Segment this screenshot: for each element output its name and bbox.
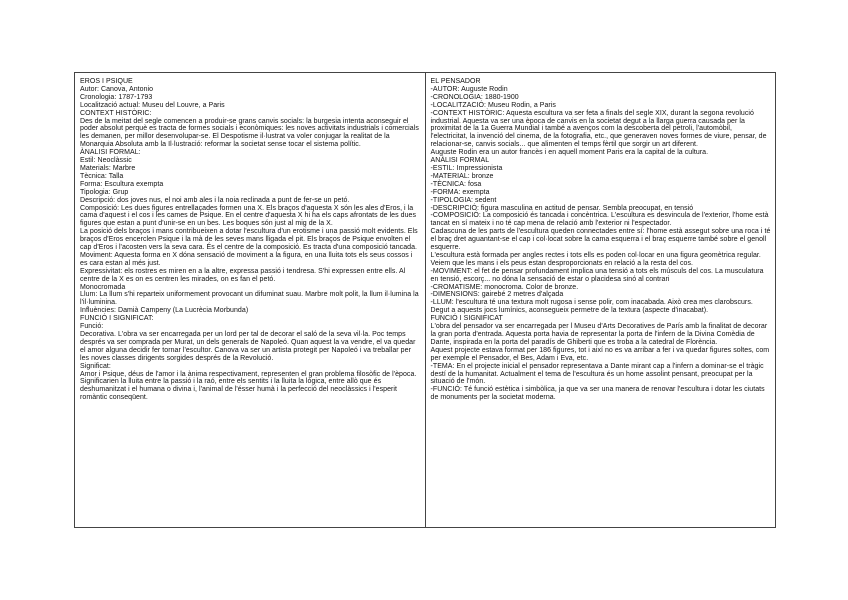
pensador-line: L'obra del pensador va ser encarregada per l Museu d'Arts Decoratives de París amb la finalitat de decorar la gran porta d'entrada. Aquesta porta havia de representar la porta de l'infern de la Divina Comèdia de Dante, inspirada en la porta del paradís de Ghiberti que es troba a la catedral de Florència. xyxy=(430,323,768,346)
eros-psique-line: Funció: xyxy=(80,323,104,331)
eros-psique-line: ÀNALISI FORMAL: xyxy=(80,149,141,157)
pensador-line: -COMPOSICIÓ: La composició és tancada i concèntrica. L'escultura es desvincula de l'exterior, l'home està tancat en sí mateix i no té cap mena de relació amb l'exterior ni l'espectador. xyxy=(430,212,769,228)
eros-psique-line: EROS I PSIQUE xyxy=(80,78,133,85)
eros-psique-line: Amor i Psique, déus de l'amor i la ànima respectivament, representen el gran problema filosòfic de l'època. Significarien la lluita entre la passió i la raó, entre els sentits i la lluita la lògica, entre allò que és deshumanitzat i el humana o divina i, l'animal de l'ésser humà i la perfecció del neoclàssics i l'esperit romàntic conseqüent. xyxy=(80,370,417,402)
pensador-line: FUNCIÓ I SIGNIFICAT xyxy=(430,315,503,323)
pensador-line: -FUNCIÓ: Té funció estètica i simbòlica, ja que va ser una manera de renovar l'escultura i dotar les ciutats de monuments per la societat moderna. xyxy=(430,386,765,402)
pensador-line: -DESCRIPCIÓ: figura masculina en actitud de pensar. Sembla preocupat, en tensió xyxy=(430,204,694,212)
eros-psique-line: La posició dels braços i mans contribueixen a dotar l'escultura d'un erotisme i una passió molt evidents. Els braços d'Eros encerclen Psique i la mà de les seves mans lligada el pit. Els braços de Psique envolten el cap d'Eros i l'acosten vers la seva cara. És el centre de la composició. Es tracta d'una composició tancada. xyxy=(80,228,418,252)
eros-psique-line: Descripció: dos joves nus, el noi amb ales i la noia reclinada a punt de fer-se un petó. xyxy=(80,196,350,204)
pensador-line: -TIPOLOGIA: sedent xyxy=(430,196,497,204)
pensador-line: -TEMA: En el projecte inicial el pensador representava a Dante mirant cap a l'infern a dominar-se el tràgic destí de la humanitat. Actualment el tema de l'escultura és un home assolint pensant, preocupat per la situació de l'món. xyxy=(430,362,764,386)
eros-psique-line: Monocromada xyxy=(80,283,126,291)
pensador-line: -DIMENSIONS: gairebé 2 metres d'alçada xyxy=(430,291,564,299)
eros-psique-line: FUNCIÓ I SIGNIFICAT: xyxy=(80,315,154,323)
pensador-line: -MOVIMENT: el fet de pensar profundament implica una tensió a tots els músculs del cos. La musculatura en tensió, escorç... no dóna la sensació de estar o placidesa sinó al contrari xyxy=(430,267,764,283)
pensador-line: L'escultura està formada per angles rectes i tots ells es poden col·locar en una figura geomètrica regular. xyxy=(430,251,761,259)
eros-psique-line: Estil: Neoclàssic xyxy=(80,157,132,165)
eros-psique-line: Materials: Marbre xyxy=(80,164,136,172)
eros-psique-line: Des de la meitat del segle comencen a produir-se grans canvis socials: la burgesia intenta aconseguir el poder absolut perquè es tracta de formes socials i econòmiques: les noves activitats industrials i comercials les demanen, per millor desenvolupar-se. El Despotisme il·lustrat va voler conjugar la realitat de la Monarquia Absoluta amb la Il·lustració: reformar la societat sense tocar el sistema polític. xyxy=(80,117,419,149)
eros-psique-line: Expressivitat: els rostres es miren en a la altre, expressa passió i tendresa. S'hi expressen entre ells. Al centre de la X es on es centren les mirades, on es fan el petó. xyxy=(80,267,406,283)
comparison-table xyxy=(74,72,776,528)
pensador-line: Veiem que les mans i els peus estan desproporcionats en relació a la resta del cos. xyxy=(430,259,694,267)
eros-psique-line: Moviment: Aquesta forma en X dóna sensació de moviment a la figura, en una lluita tots els seus cossos i es cara estan al més just. xyxy=(80,251,413,267)
eros-psique-line: Composició: Les dues figures entrellaçades formen una X. Els braços d'aquesta X són les ales d'Eros, i la cama d'aquest i el cos i les cames de Psique. En el centre d'aquesta X hi ha els caps afrontats de les dues figures que estan a punt d'unir-se en un bes. Les boques són just al mig de la X. xyxy=(80,204,417,228)
pensador-line: -TÈCNICA: fosa xyxy=(430,180,482,188)
pensador-line: Auguste Rodin era un autor francès i en aquell moment Paris era la capital de la cultura. xyxy=(430,149,709,157)
eros-psique-line: Autor: Canova, Antonio xyxy=(80,85,154,93)
eros-psique-line: Tècnica: Talla xyxy=(80,172,124,180)
pensador-line: EL PENSADOR xyxy=(430,78,481,85)
pensador-line: -AUTOR: Auguste Rodin xyxy=(430,85,508,93)
pensador-line: -LOCALITZACIÓ: Museu Rodin, a Paris xyxy=(430,101,556,109)
pensador-line: -MATERIAL: bronze xyxy=(430,172,494,180)
eros-psique-line: Cronologia: 1787-1793 xyxy=(80,93,153,101)
eros-psique-line: Significat: xyxy=(80,362,111,370)
pensador-line: -FORMA: exempta xyxy=(430,188,490,196)
pensador-line: -CROMATISME: monocroma. Color de bronze. xyxy=(430,283,579,291)
pensador-line: ANÀLISI FORMAL xyxy=(430,157,490,165)
eros-psique-line: CONTEXT HISTÒRIC: xyxy=(80,109,152,117)
eros-psique-line: Decorativa. L'obra va ser encarregada per un lord per tal de decorar el saló de la seva vil·la. Poc temps després va ser comprada per Murat, un dels generals de Napoleó. Quan aquest la va vendre, el va quedar el amor alguna decidir fer tornar l'escultor. Canova va ser un artista protegit per Napoleó i va treballar per les noves classes dirigents sorgides després de la Revolució. xyxy=(80,331,416,362)
pensador-line: -LLUM: l'escultura té una textura molt rugosa i sense polir, com inacabada. Això crea mes clarobscurs. Degut a aquests jocs lumínics, aconsegueix permetre de la textura (aspecte d'inacabat). xyxy=(430,299,753,315)
pensador-column xyxy=(426,73,776,527)
eros-psique-line: Localització actual: Museu del Louvre, a Paris xyxy=(80,101,225,109)
pensador-line: -ESTIL: Impressionista xyxy=(430,164,503,172)
eros-psique-line: Llum: La llum s'hi reparteix uniformement provocant un difuminat suau. Marbre molt polit, la llum il·lumina la l'il·luminina. xyxy=(80,291,419,307)
pensador-line: -CRONOLOGIA: 1880-1900 xyxy=(430,93,519,101)
pensador-line: Aquest projecte estava format per 186 figures, tot i així no es va arribar a fer i va quedar figures soltes, com per exemple el Pensador, el Bes, Adam i Eva, etc. xyxy=(430,346,770,362)
eros-psique-line: Tipologia: Grup xyxy=(80,188,129,196)
pensador-line: Cadascuna de les parts de l'escultura queden connectades entre sí: l'home està assegut sobre una roca i té el braç dret aguantant-se el cap i col·locat sobre la cama esquerra i el braç esquerre també sobre el genoll esquerre. xyxy=(430,228,771,252)
eros-psique-line: Influències: Damià Campeny (La Lucrècia Morbunda) xyxy=(80,307,249,315)
pensador-line: -CONTEXT HISTÒRIC: Aquesta escultura va ser feta a finals del segle XIX, durant la segona revolució industrial. Aquesta va ser una època de canvis en la societat degut a la llarga guerra causada per la proximitat de la 1a Guerra Mundial i també a avenços com la descoberta del petroli, l'automòbil, l'electricitat, la invenció del cinema, de la fotografia, etc., que generaven noves formes de viure, pensar, de relacionar-se, canvis socials... que alimenten el temps fèrtil que sorgir un art diferent. xyxy=(430,109,767,149)
eros-psique-column xyxy=(75,73,426,527)
eros-psique-line: Forma: Escultura exempta xyxy=(80,180,164,188)
